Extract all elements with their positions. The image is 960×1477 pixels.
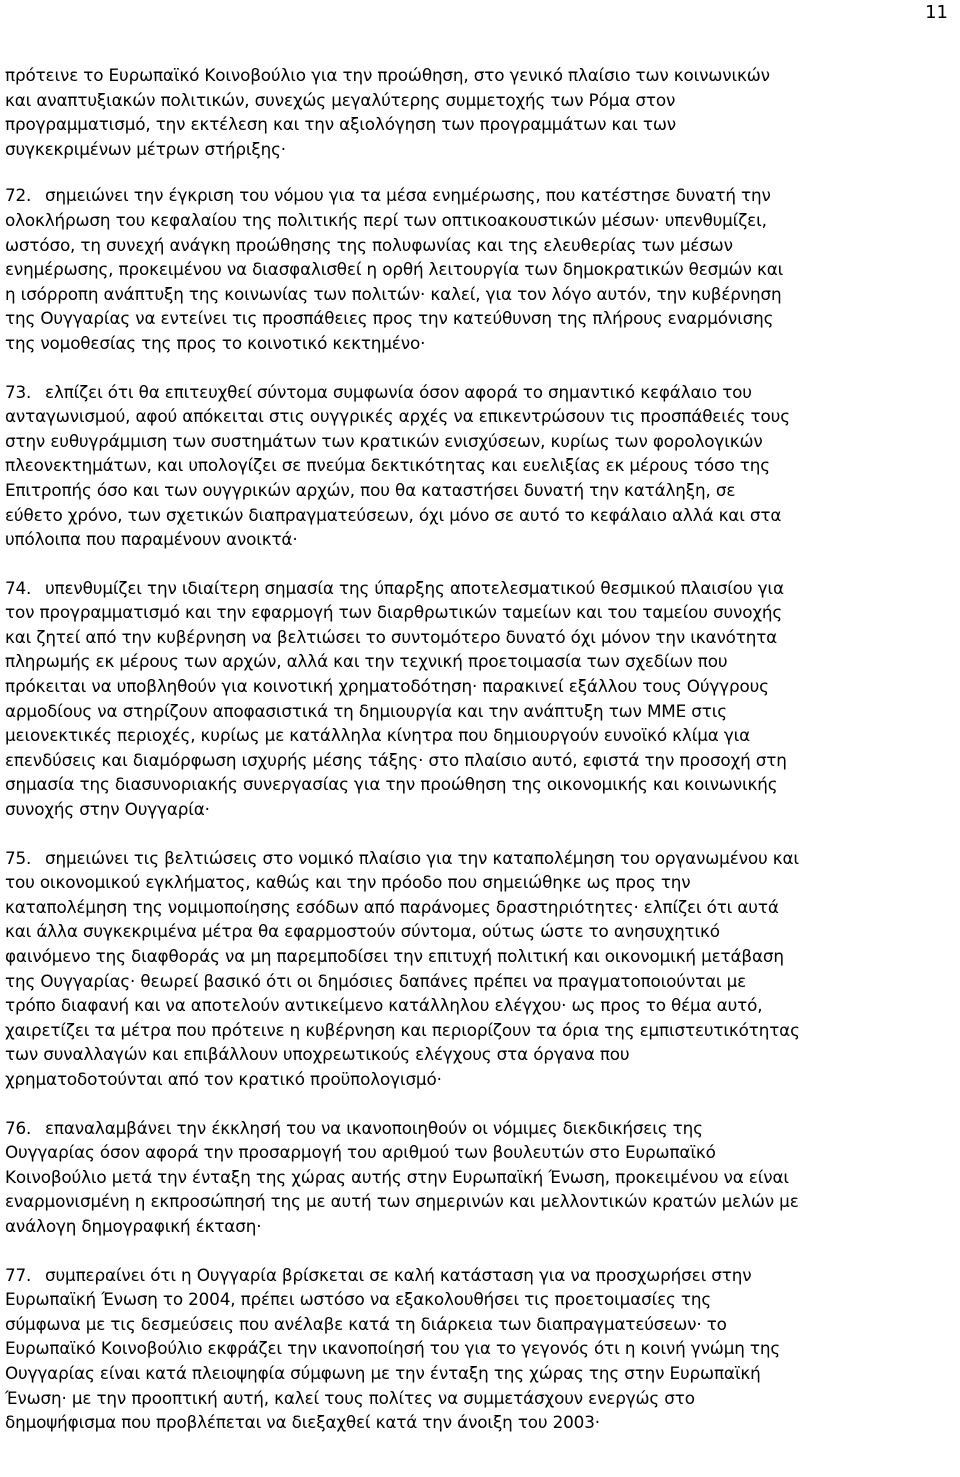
paragraph-text: υπενθυμίζει την ιδιαίτερη σημασία της ύπαρξης αποτελεσματικού θεσμικού πλαισίου για τον προγραμματισμό και την εφαρμογή των διαρθρωτικών ταμείων και του ταμείου συνοχής και ζητεί από την κυβέρνηση να βελτιώσει το συντομότερο δυνατό όχι μόνον την ικανότητα πληρωμής εκ μέρους των αρχών, αλλά και την τεχνική προετοιμασία των σχεδίων που πρόκειται να υποβληθούν για κοινοτική χρηματοδότηση· παρακινεί εξάλλου τους Ούγγρους αρμοδίους να στηρίζουν αποφασιστικά τη δημιουργία και την ανάπτυξη των ΜΜΕ στις μειονεκτικές περιοχές, κυρίως με κατάλληλα κίνητρα που δημιουργούν ευνοϊκό κλίμα για επενδύσεις και διαμόρφωση ισχυρής μέσης τάξης· στο πλαίσιο αυτό, εφιστά την προσοχή στη σημασία της διασυνοριακής συνεργασίας για την προώθηση της οικονομικής και κοινωνικής συνοχής στην Ουγγαρία· xyxy=(5,577,787,820)
paragraph-number: 75. xyxy=(5,847,32,868)
document-body xyxy=(5,63,957,1459)
paragraph-number: 74. xyxy=(5,577,32,598)
paragraph-77 xyxy=(5,1263,957,1435)
paragraph-75 xyxy=(5,846,957,1092)
paragraph-text: ελπίζει ότι θα επιτευχθεί σύντομα συμφωνία όσον αφορά το σημαντικό κεφάλαιο του ανταγωνισμού, αφού απόκειται στις ουγγρικές αρχές να επικεντρώσουν τις προσπάθειές τους στην ευθυγράμμιση των συστημάτων των κρατικών ενισχύσεων, κυρίως των φορολογικών πλεονεκτημάτων, και υπολογίζει σε πνεύμα δεκτικότητας και ευελιξίας εκ μέρους τόσο της Επιτροπής όσο και των ουγγρικών αρχών, που θα καταστήσει δυνατή την κατάληξη, σε εύθετο χρόνο, των σχετικών διαπραγματεύσεων, όχι μόνο σε αυτό το κεφάλαιο αλλά και στα υπόλοιπα που παραμένουν ανοικτά· xyxy=(5,381,790,550)
paragraph-number: 77. xyxy=(5,1264,32,1285)
paragraph-number: 72. xyxy=(5,185,32,206)
paragraph-text: σημειώνει την έγκριση του νόμου για τα μέσα ενημέρωσης, που κατέστησε δυνατή την ολοκλήρωση του κεφαλαίου της πολιτικής περί των οπτικοακουστικών μέσων· υπενθυμίζει, ωστόσο, τη συνεχή ανάγκη προώθησης της πολυφωνίας και της ελευθερίας των μέσων ενημέρωσης, προκειμένου να διασφαλισθεί η ορθή λειτουργία των δημοκρατικών θεσμών και η ισόρροπη ανάπτυξη της κοινωνίας των πολιτών· καλεί, για τον λόγο αυτόν, την κυβέρνηση της Ουγγαρίας να εντείνει τις προσπάθειες προς την κατεύθυνση της πλήρους εναρμόνισης της νομοθεσίας της προς το κοινοτικό κεκτημένο· xyxy=(5,185,784,353)
paragraph-76 xyxy=(5,1116,957,1239)
paragraph-text: σημειώνει τις βελτιώσεις στο νομικό πλαίσιο για την καταπολέμηση του οργανωμένου και του οικονομικού εγκλήματος, καθώς και την πρόοδο που σημειώθηκε ως προς την καταπολέμηση της νομιμοποίησης εσόδων από παράνομες δραστηριότητες· ελπίζει ότι αυτά και άλλα συγκεκριμένα μέτρα θα εφαρμοστούν σύντομα, ούτως ώστε το ανησυχητικό φαινόμενο της διαφθοράς να μη παρεμποδίσει την επιτυχή πολιτική και οικονομική μετάβαση της Ουγγαρίας· θεωρεί βασικό ότι οι δημόσιες δαπάνες πρέπει να πραγματοποιούνται με τρόπο διαφανή και να αποτελούν αντικείμενο κατάλληλου ελέγχου· ως προς το θέμα αυτό, χαιρετίζει τα μέτρα που πρότεινε η κυβέρνηση και περιορίζουν τα όρια της εμπιστευτικότητας των συναλλαγών και επιβάλλουν υποχρεωτικούς ελέγχους στα όργανα που χρηματοδοτούνται από τον κρατικό προϋπολογισμό· xyxy=(5,847,800,1089)
paragraph-text: επαναλαμβάνει την έκκλησή του να ικανοποιηθούν οι νόμιμες διεκδικήσεις της Ουγγαρίας όσον αφορά την προσαρμογή του αριθμού των βουλευτών στο Ευρωπαϊκό Κοινοβούλιο μετά την ένταξη της χώρας αυτής στην Ευρωπαϊκή Ένωση, προκειμένου να είναι εναρμονισμένη η εκπροσώπησή της με αυτή των σημερινών και μελλοντικών κρατών μελών με ανάλογη δημογραφική έκταση· xyxy=(5,1117,799,1236)
paragraph-number: 76. xyxy=(5,1117,32,1138)
paragraph-text: συμπεραίνει ότι η Ουγγαρία βρίσκεται σε καλή κατάσταση για να προσχωρήσει στην Ευρωπαϊκή Ένωση το 2004, πρέπει ωστόσο να εξακολουθήσει τις προετοιμασίες της σύμφωνα με τις δεσμεύσεις που ανέλαβε κατά τη διάρκεια των διαπραγματεύσεων· το Ευρωπαϊκό Κοινοβούλιο εκφράζει την ικανοποίησή του για το γεγονός ότι η κοινή γνώμη της Ουγγαρίας είναι κατά πλειοψηφία σύμφωνη με την ένταξη της χώρας της στην Ευρωπαϊκή Ένωση· με την προοπτική αυτή, καλεί τους πολίτες να συμμετάσχουν ενεργώς στο δημοψήφισμα που προβλέπεται να διεξαχθεί κατά την άνοιξη του 2003· xyxy=(5,1264,781,1433)
paragraph-72 xyxy=(5,183,957,355)
paragraph-73 xyxy=(5,380,957,552)
page-number: 11 xyxy=(925,2,948,23)
paragraph-number: 73. xyxy=(5,381,32,402)
intro-paragraph: πρότεινε το Ευρωπαϊκό Κοινοβούλιο για την προώθηση, στο γενικό πλαίσιο των κοινωνικών και αναπτυξιακών πολιτικών, συνεχώς μεγαλύτερης συμμετοχής των Ρόμα στον προγραμματισμό, την εκτέλεση και την αξιολόγηση των προγραμμάτων και των συγκεκριμένων μέτρων στήριξης· xyxy=(5,65,770,159)
paragraph-74 xyxy=(5,576,957,822)
